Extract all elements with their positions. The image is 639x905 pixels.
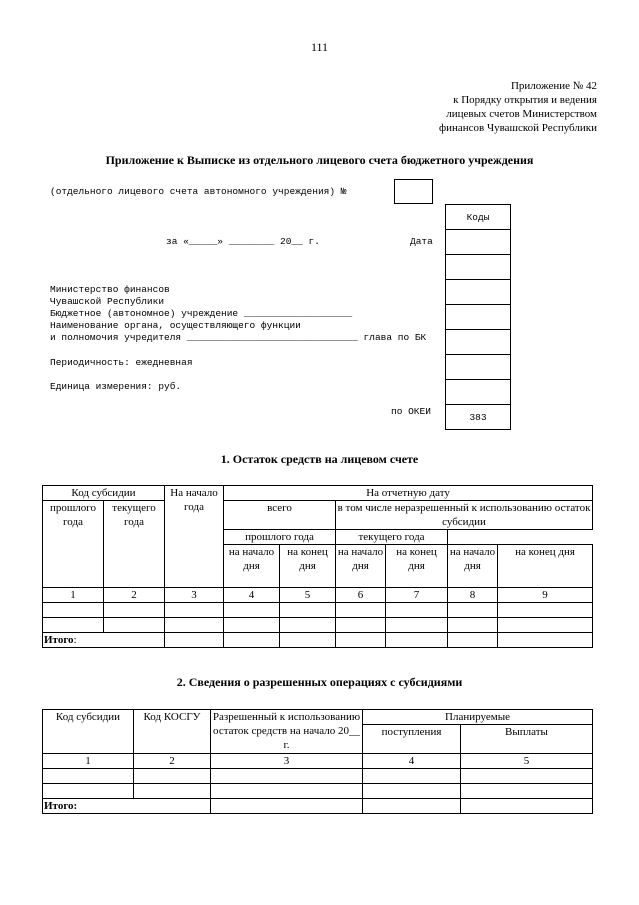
start-of-year-header: На начало года — [165, 486, 224, 588]
table-cell[interactable] — [448, 633, 498, 648]
end-day-header: на конец дня — [386, 545, 448, 588]
prev-year-header: прошлого года — [43, 501, 104, 588]
appendix-line-1: Приложение № 42 — [510, 80, 597, 92]
section1-title: 1. Остаток средств на лицевом счете — [220, 452, 419, 466]
total-row — [43, 799, 593, 814]
table-row — [43, 784, 593, 799]
table-cell[interactable] — [104, 618, 165, 633]
table-cell[interactable] — [224, 633, 280, 648]
end-day-header: на конец дня — [280, 545, 336, 588]
founder-line-1: Наименование органа, осуществляющего функции — [50, 320, 301, 331]
table-cell[interactable] — [461, 784, 593, 799]
account-number-box[interactable] — [394, 179, 433, 204]
table-cell[interactable] — [165, 603, 224, 618]
code-cell[interactable] — [446, 330, 511, 355]
ministry-line-2: Чувашской Республики — [50, 296, 165, 307]
table-cell[interactable] — [386, 633, 448, 648]
table-cell[interactable] — [448, 618, 498, 633]
table-cell[interactable] — [211, 769, 363, 784]
table-cell[interactable] — [280, 618, 336, 633]
table-cell[interactable] — [363, 799, 461, 814]
code-date-cell[interactable] — [446, 230, 511, 255]
code-okei-cell: 383 — [446, 405, 511, 430]
table-row — [43, 769, 593, 784]
col-number: 2 — [104, 588, 165, 603]
table-cell[interactable] — [461, 769, 593, 784]
table-cell[interactable] — [280, 603, 336, 618]
table-cell[interactable] — [43, 769, 134, 784]
ministry-line-1: Министерство финансов — [50, 284, 170, 295]
table-cell[interactable] — [448, 603, 498, 618]
start-day-header: на начало дня — [336, 545, 386, 588]
table-cell[interactable] — [336, 618, 386, 633]
codes-header: Коды — [446, 205, 511, 230]
table-cell[interactable] — [336, 633, 386, 648]
total-label: Итого: — [43, 799, 211, 814]
including-header: в том числе неразрешенный к использованию остаток субсидии — [336, 501, 593, 530]
col-number: 4 — [363, 754, 461, 769]
total-label: Итого — [44, 634, 74, 646]
table-cell[interactable] — [224, 618, 280, 633]
payments-header: Выплаты — [461, 725, 593, 754]
total-header: всего — [224, 501, 336, 530]
table-cell[interactable] — [211, 799, 363, 814]
balance-table — [42, 485, 593, 648]
col-number: 3 — [165, 588, 224, 603]
table-cell[interactable] — [386, 603, 448, 618]
institution-line: Бюджетное (автономное) учреждение ___________________ — [50, 308, 353, 319]
table-cell[interactable] — [43, 784, 134, 799]
end-day-header: на конец дня — [498, 545, 593, 588]
table-cell[interactable] — [498, 618, 593, 633]
codes-table — [445, 204, 511, 430]
kosgu-header: Код КОСГУ — [134, 710, 211, 754]
table-row — [43, 618, 593, 633]
total-label-cell — [43, 633, 165, 648]
table-cell[interactable] — [363, 784, 461, 799]
operations-table — [42, 709, 593, 814]
section2-title: 2. Сведения о разрешенных операциях с субсидиями — [176, 675, 463, 689]
table-cell[interactable] — [336, 603, 386, 618]
table-cell[interactable] — [224, 603, 280, 618]
appendix-line-3: лицевых счетов Министерством — [446, 108, 597, 120]
table-cell[interactable] — [134, 784, 211, 799]
appendix-line-4: финансов Чувашской Республики — [438, 122, 597, 134]
table-cell[interactable] — [43, 603, 104, 618]
col-number: 5 — [280, 588, 336, 603]
report-date-header: На отчетную дату — [224, 486, 593, 501]
table-cell[interactable] — [211, 784, 363, 799]
col-number: 8 — [448, 588, 498, 603]
col-number: 1 — [43, 754, 134, 769]
col-number: 1 — [43, 588, 104, 603]
unit-of-measure: Единица измерения: руб. — [50, 381, 182, 392]
code-cell[interactable] — [446, 305, 511, 330]
curr-year-subheader: текущего года — [336, 530, 448, 545]
periodicity: Периодичность: ежедневная — [50, 357, 193, 368]
table-cell[interactable] — [280, 633, 336, 648]
start-day-header: на начало дня — [224, 545, 280, 588]
subsidy-code-header: Код субсидии — [43, 486, 165, 501]
col-number: 5 — [461, 754, 593, 769]
table-cell[interactable] — [498, 603, 593, 618]
col-number: 4 — [224, 588, 280, 603]
total-colon: : — [73, 634, 77, 646]
subsidy-code-header: Код субсидии — [43, 710, 134, 754]
receipts-header: поступления — [363, 725, 461, 754]
account-subtitle: (отдельного лицевого счета автономного учреждения) № — [50, 186, 347, 197]
col-number: 6 — [336, 588, 386, 603]
curr-year-header: текущего года — [104, 501, 165, 588]
organization-block — [50, 284, 426, 344]
page-number: 111 — [310, 40, 329, 54]
col-number: 2 — [134, 754, 211, 769]
total-row — [43, 633, 593, 648]
table-cell[interactable] — [165, 633, 224, 648]
col-number: 7 — [386, 588, 448, 603]
code-cell[interactable] — [446, 380, 511, 405]
document-title: Приложение к Выписке из отдельного лицевого счета бюджетного учреждения — [105, 153, 534, 167]
date-label: Дата — [410, 236, 433, 247]
table-cell[interactable] — [43, 618, 104, 633]
prev-year-subheader: прошлого года — [224, 530, 336, 545]
start-day-header: на начало дня — [448, 545, 498, 588]
table-cell[interactable] — [134, 769, 211, 784]
col-number: 9 — [498, 588, 593, 603]
code-cell[interactable] — [446, 355, 511, 380]
table-cell[interactable] — [165, 618, 224, 633]
date-line: за «_____» ________ 20__ г. — [166, 236, 320, 247]
code-cell[interactable] — [446, 255, 511, 280]
table-cell[interactable] — [386, 618, 448, 633]
table-cell[interactable] — [104, 603, 165, 618]
code-cell[interactable] — [446, 280, 511, 305]
table-cell[interactable] — [363, 769, 461, 784]
table-cell[interactable] — [461, 799, 593, 814]
planned-header: Планируемые — [363, 710, 593, 725]
appendix-reference — [439, 79, 597, 135]
appendix-line-2: к Порядку открытия и ведения — [453, 94, 597, 106]
okei-label: по ОКЕИ — [391, 406, 431, 417]
col-number: 3 — [211, 754, 363, 769]
founder-line-2: и полномочия учредителя ______________________________ глава по БК — [50, 332, 427, 343]
table-row — [43, 603, 593, 618]
allowed-balance-header: Разрешенный к использованию остаток средств на начало 20__ г. — [211, 710, 363, 754]
table-cell[interactable] — [498, 633, 593, 648]
